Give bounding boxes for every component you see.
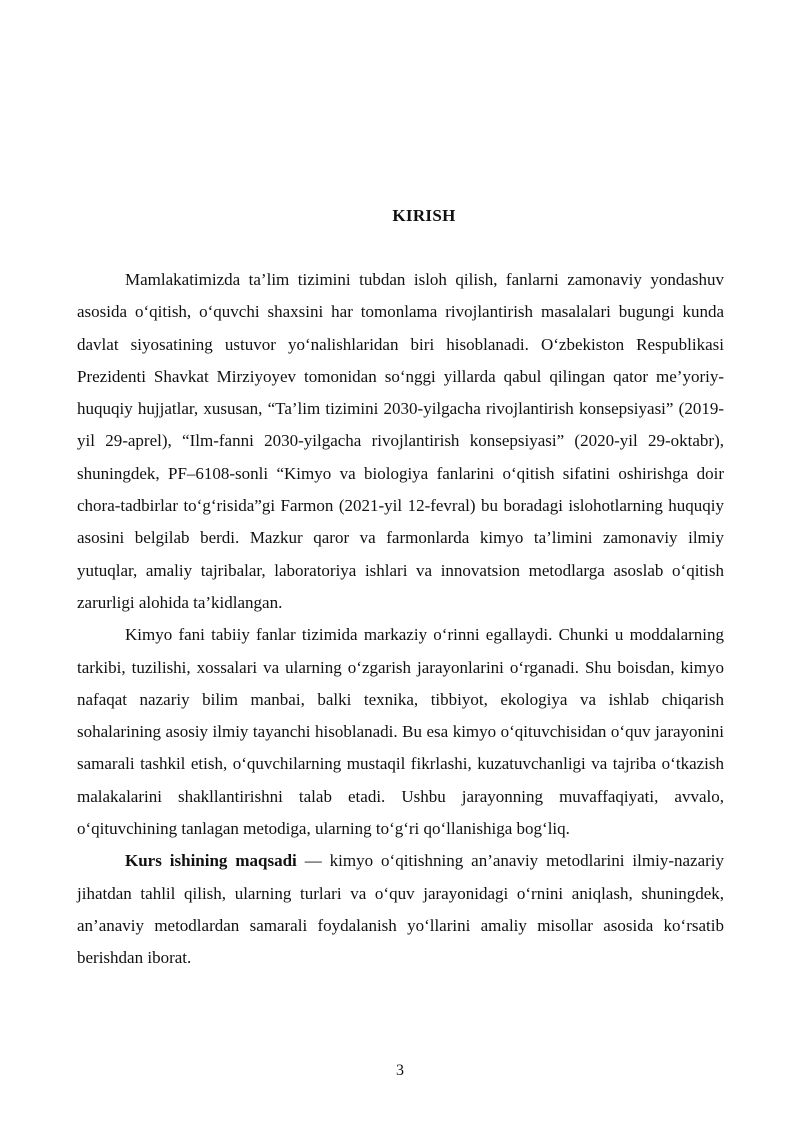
paragraph-intro: Mamlakatimizda ta’lim tizimini tubdan isloh qilish, fanlarni zamonaviy yondashuv asosida o‘qitish, o‘quvchi shaxsini har tomonlama rivojlantirish masalalari bugungi kunda davlat siyosatining ustuvor yo‘nalishlaridan biri hisoblanadi. O‘zbekiston Respublikasi Prezidenti Shavkat Mirziyoyev tomonidan so‘nggi yillarda qabul qilingan qator me’yoriy-huquqiy hujjatlar, xususan, “Ta’lim tizimini 2030-yilgacha rivojlantirish konsepsiyasi” (2019-yil 29-aprel), “Ilm-fanni 2030-yilgacha rivojlantirish konsepsiyasi” (2020-yil 29-oktabr), shuningdek, PF–6108-sonli “Kimyo va biologiya fanlarini o‘qitish sifatini oshirishga doir chora-tadbirlar to‘g‘risida”gi Farmon (2021-yil 12-fevral) bu boradagi islohotlarning huquqiy asosini belgilab berdi. Mazkur qaror va farmonlarda kimyo ta’limini zamonaviy ilmiy yutuqlar, amaliy tajribalar, laboratoriya ishlari va innovatsion metodlarga asoslab o‘qitish zarurligi alohida ta’kidlangan.: [77, 270, 724, 612]
goal-lead: Kurs ishining maqsadi: [125, 851, 297, 871]
goal-text: — kimyo o‘qitishning an’anaviy metodlarini ilmiy-nazariy jihatdan tahlil qilish, ularning turlari va o‘quv jarayonidagi o‘rnini aniqlash, shuningdek, an’anaviy metodlardan samarali foydalanish yo‘llarini amaliy misollar asosida ko‘rsatib berishdan iborat.: [77, 851, 724, 968]
page-number: 3: [396, 1062, 404, 1079]
section-heading: KIRISH: [392, 206, 456, 225]
body-text: [77, 264, 724, 975]
paragraph-goal: [77, 845, 724, 974]
paragraph-chemistry: Kimyo fani tabiiy fanlar tizimida markaziy o‘rinni egallaydi. Chunki u moddalarning tarkibi, tuzilishi, xossalari va ularning o‘zgarish jarayonlarini o‘rganadi. Shu boisdan, kimyo nafaqat nazariy bilim manbai, balki texnika, tibbiyot, ekologiya va ishlab chiqarish sohalarining asosiy ilmiy tayanchi hisoblanadi. Bu esa kimyo o‘qituvchisidan o‘quv jarayonini samarali tashkil etish, o‘quvchilarning mustaqil fikrlashi, kuzatuvchanligi va tajriba o‘tkazish malakalarini shakllantirishni talab etadi. Ushbu jarayonning muvaffaqiyati, avvalo, o‘qituvchining tanlagan metodiga, ularning to‘g‘ri qo‘llanishiga bog‘liq.: [77, 625, 724, 839]
